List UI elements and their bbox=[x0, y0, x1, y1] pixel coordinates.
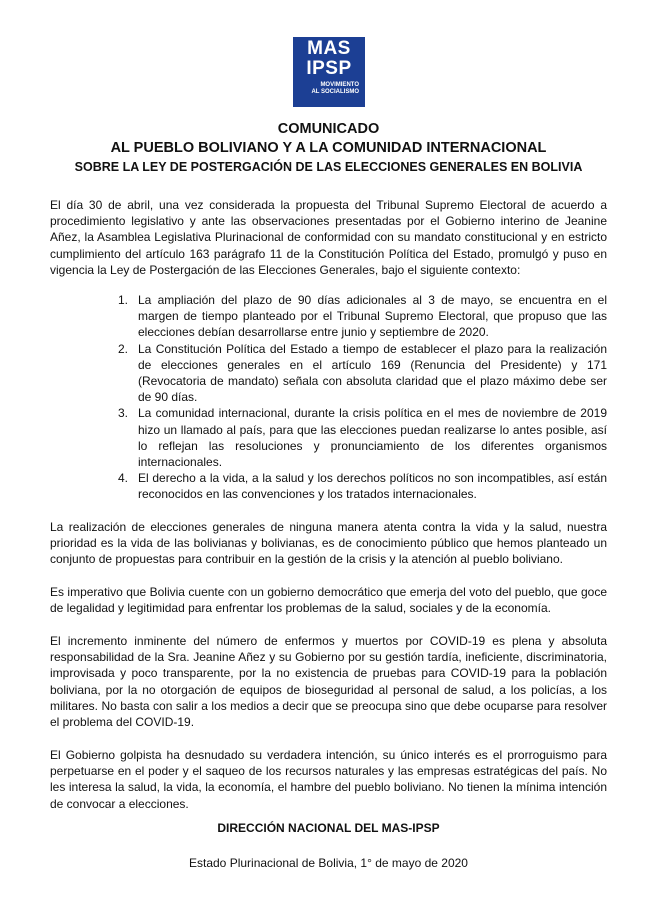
logo-subtitle bbox=[296, 82, 362, 96]
list-item-number: 3. bbox=[118, 406, 129, 421]
document-addressee: AL PUEBLO BOLIVIANO Y A LA COMUNIDAD INTERNACIONAL bbox=[110, 140, 547, 156]
elections-paragraph: La realización de elecciones generales de ninguna manera atenta contra la vida y la salud, nuestra prioridad es la vida de las bolivianas y bolivianas, es de conocimiento público que hemos planteado un conjunto de propuestas para contribuir en la gestión de la crisis y la atención al pueblo boliviano. bbox=[50, 520, 607, 567]
list-item bbox=[104, 470, 607, 502]
logo-subtitle-line2: AL SOCIALISMO bbox=[311, 89, 359, 95]
list-item-number: 4. bbox=[118, 471, 129, 486]
mas-ipsp-logo bbox=[293, 37, 365, 107]
list-item bbox=[104, 341, 607, 406]
logo-line-ipsp: IPSP bbox=[306, 58, 352, 79]
democracy-paragraph: Es imperativo que Bolivia cuente con un gobierno democrático que emerja del voto del pueblo, que goce de legalidad y legitimidad para enfrentar los problemas de la salud, sociales y de la economía. bbox=[50, 585, 607, 616]
list-item-text: La Constitución Política del Estado a tiempo de establecer el plazo para la realización de elecciones generales en el artículo 169 (Renuncia del Presidente) y 171 (Revocatoria de mandato) señala con absoluta claridad que el plazo máximo debe ser de 90 días. bbox=[138, 341, 607, 405]
signature: DIRECCIÓN NACIONAL DEL MAS-IPSP bbox=[217, 821, 440, 835]
list-item-number: 2. bbox=[118, 341, 129, 356]
list-item bbox=[104, 292, 607, 341]
document-title: COMUNICADO bbox=[277, 121, 380, 137]
government-paragraph: El Gobierno golpista ha desnudado su verdadera intención, su único interés es el prorroguismo para perpetuarse en el poder y el saqueo de los recursos naturales y las empresas estratégicas del país. No les interesa la salud, la vida, la economía, el hambre del pueblo boliviano. No tienen la mínima intención de convocar a elecciones. bbox=[50, 748, 607, 811]
place-date: Estado Plurinacional de Bolivia, 1° de mayo de 2020 bbox=[189, 856, 468, 870]
list-item-text: La comunidad internacional, durante la crisis política en el mes de noviembre de 2019 hizo un llamado al país, para que las elecciones puedan realizarse lo antes posible, así lo reflejan las resoluciones y pronunciamiento de los diferentes organismos internacionales. bbox=[138, 406, 607, 470]
list-item bbox=[104, 405, 607, 470]
list-item-text: La ampliación del plazo de 90 días adicionales al 3 de mayo, se encuentra en el margen de tiempo planteado por el Tribunal Supremo Electoral, que propuso que las elecciones debían desarrollarse entre junio y septiembre de 2020. bbox=[138, 293, 607, 340]
list-item-number: 1. bbox=[118, 293, 129, 307]
list-item-text: El derecho a la vida, a la salud y los derechos políticos no son incompatibles, así están reconocidos en las convenciones y los tratados internacionales. bbox=[138, 471, 607, 502]
covid-paragraph: El incremento inminente del número de enfermos y muertos por COVID-19 es plena y absoluta responsabilidad de la Sra. Jeanine Añez y su Gobierno por su gestión tardía, ineficiente, discriminatoria, improvisada y poco transparente, por la no existencia de pruebas para COVID-19 para la población boliviana, por la no otorgación de equipos de bioseguridad al personal de salud, a los policías, a los militares. No basta con salir a los medios a decir que se preocupa sino que debe ocuparse para resolver el problema del COVID-19. bbox=[50, 634, 607, 730]
logo-subtitle-line1: MOVIMIENTO bbox=[320, 82, 359, 88]
logo-line-mas: MAS bbox=[307, 38, 351, 59]
intro-paragraph: El día 30 de abril, una vez considerada la propuesta del Tribunal Supremo Electoral de acuerdo a procedimiento legislativo y ante las observaciones presentadas por el Gobierno interino de Jeanine Añez, la Asamblea Legislativa Plurinacional de conformidad con su mandato constitucional y en estricto cumplimiento del artículo 163 parágrafo 11 de la Constitución Política del Estado, promulgó y puso en vigencia la Ley de Postergación de las Elecciones Generales, bajo el siguiente contexto: bbox=[50, 198, 607, 277]
document-topic: SOBRE LA LEY DE POSTERGACIÓN DE LAS ELECCIONES GENERALES EN BOLIVIA bbox=[74, 160, 583, 174]
context-list bbox=[104, 292, 607, 503]
